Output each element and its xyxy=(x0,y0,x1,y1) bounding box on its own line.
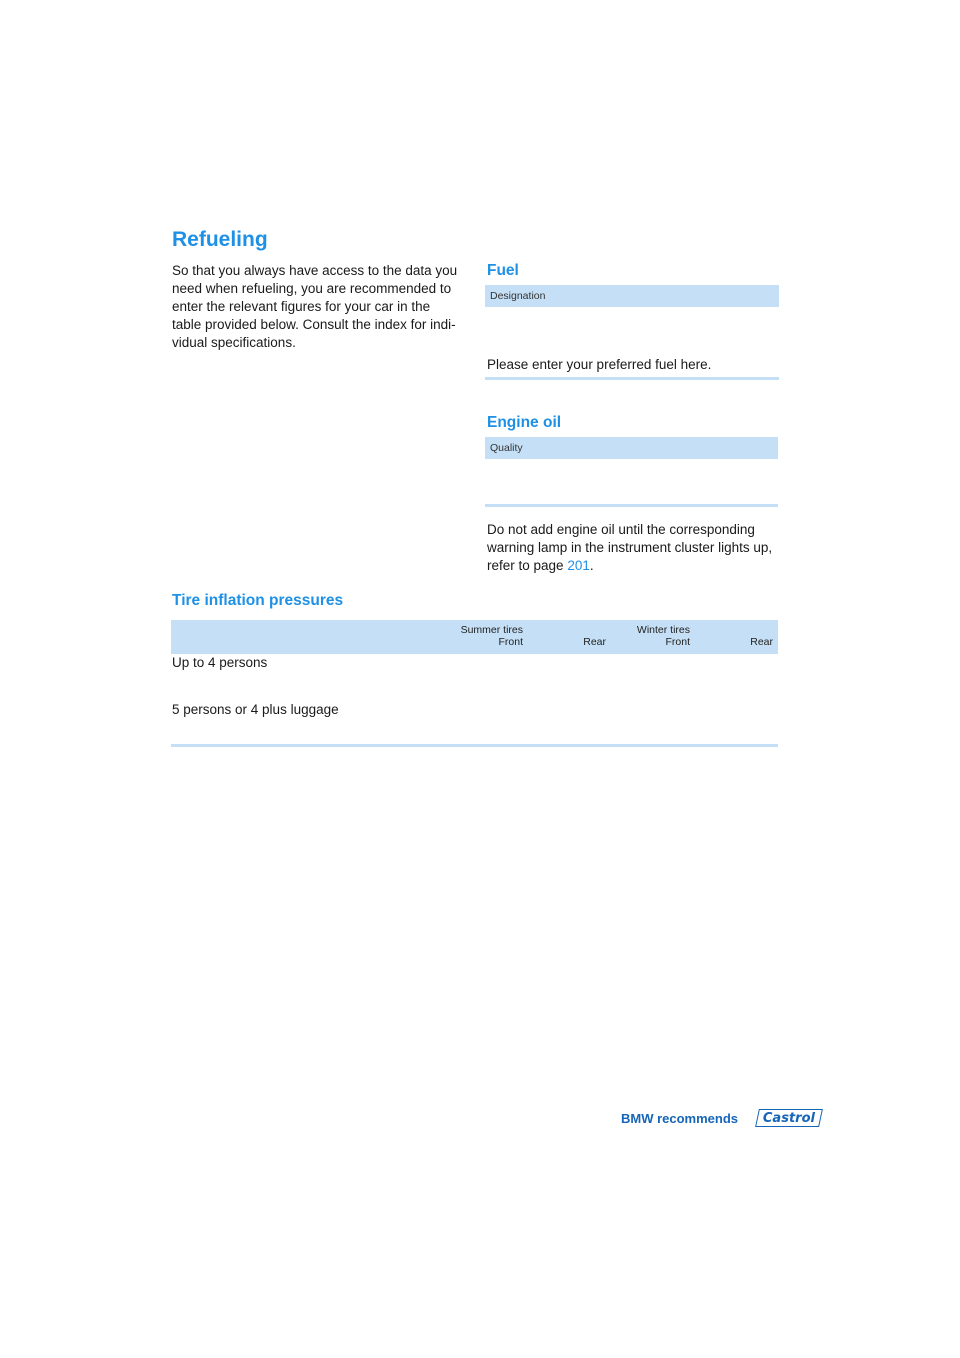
intro-line: vidual specifications. xyxy=(172,335,296,350)
winter-tires-header: Winter tires xyxy=(636,624,690,636)
page-title: Refueling xyxy=(172,228,268,251)
oil-note-line: warning lamp in the instrument cluster lights up, xyxy=(487,540,773,555)
oil-quality-band xyxy=(485,437,778,459)
fuel-divider xyxy=(485,377,779,380)
refer-suffix: . xyxy=(589,558,594,573)
summer-tires-header: Summer tires xyxy=(460,624,523,636)
oil-refer-line xyxy=(487,557,787,575)
page-201-link[interactable]: 201 xyxy=(567,558,590,573)
tire-pressures-heading: Tire inflation pressures xyxy=(172,592,344,609)
castrol-logo-text: Castrol xyxy=(762,1110,816,1126)
tire-row-label: 5 persons or 4 plus luggage xyxy=(172,702,339,717)
winter-rear-header: Rear xyxy=(750,636,773,648)
tire-table-divider xyxy=(171,744,778,747)
oil-note-line: Do not add engine oil until the corresponding xyxy=(487,522,755,537)
engine-oil-heading: Engine oil xyxy=(487,414,562,431)
oil-note xyxy=(487,521,787,575)
refer-prefix: refer to page xyxy=(487,558,568,573)
oil-divider xyxy=(485,504,778,507)
bmw-recommends-text: BMW recommends xyxy=(621,1111,739,1126)
fuel-note: Please enter your preferred fuel here. xyxy=(487,357,712,372)
castrol-logo xyxy=(755,1109,823,1127)
intro-line: need when refueling, you are recommended to xyxy=(172,281,452,296)
tire-table-header xyxy=(171,620,778,654)
winter-front-header: Front xyxy=(665,636,690,648)
fuel-designation-band xyxy=(485,285,779,307)
tire-row-label: Up to 4 persons xyxy=(172,655,268,670)
designation-label: Designation xyxy=(490,290,546,302)
quality-label: Quality xyxy=(490,442,523,454)
fuel-heading: Fuel xyxy=(487,262,519,279)
intro-line: table provided below. Consult the index for indi- xyxy=(172,317,456,332)
intro-line: enter the relevant figures for your car in the xyxy=(172,299,431,314)
summer-front-header: Front xyxy=(498,636,523,648)
intro-line: So that you always have access to the data you xyxy=(172,263,458,278)
intro-paragraph xyxy=(172,262,472,352)
summer-rear-header: Rear xyxy=(583,636,606,648)
